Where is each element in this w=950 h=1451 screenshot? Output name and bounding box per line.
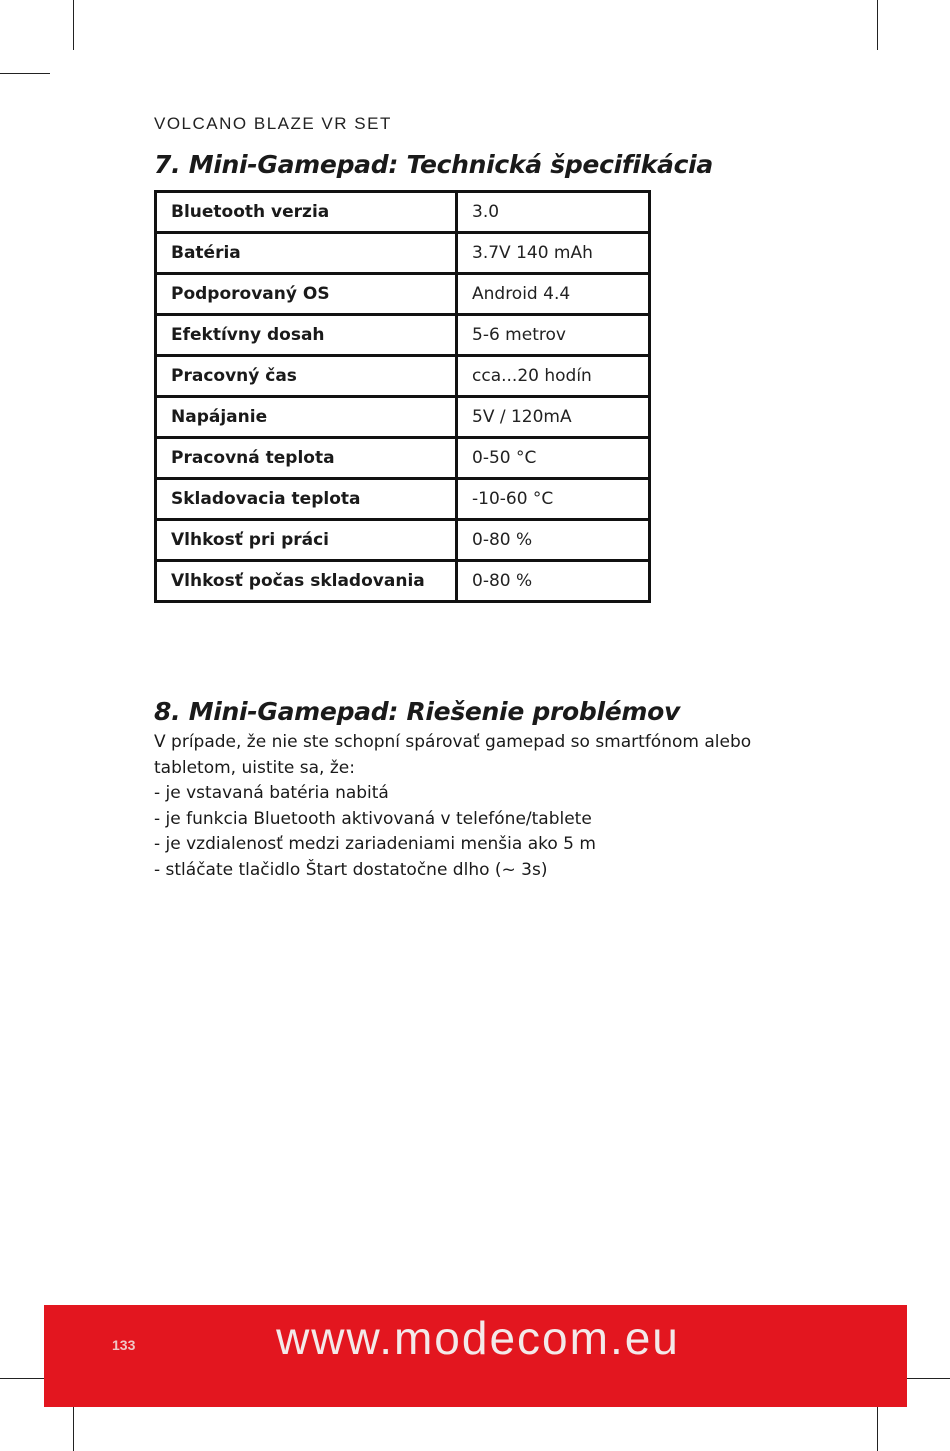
- crop-mark: [877, 0, 878, 50]
- table-row: [156, 315, 650, 356]
- spec-value: 5V / 120mA: [457, 397, 650, 438]
- page-number: 133: [112, 1337, 136, 1353]
- spec-label: Pracovná teplota: [156, 438, 457, 479]
- spec-value: 0-80 %: [457, 561, 650, 602]
- paragraph-line: tabletom, uistite sa, že:: [154, 757, 355, 778]
- spec-value: 5-6 metrov: [457, 315, 650, 356]
- crop-mark: [73, 0, 74, 50]
- troubleshooting-text: [154, 730, 794, 883]
- section-title-specs: 7. Mini-Gamepad: Technická špecifikácia: [154, 150, 713, 179]
- paragraph-line: V prípade, že nie ste schopní spárovať gamepad so smartfónom alebo: [154, 732, 752, 752]
- document-header: VOLCANO BLAZE VR SET: [154, 114, 392, 133]
- crop-mark: [900, 1378, 950, 1379]
- spec-label: Batéria: [156, 233, 457, 274]
- list-item: - je funkcia Bluetooth aktivovaná v telefóne/tablete: [154, 808, 592, 829]
- table-row: [156, 274, 650, 315]
- spec-label: Vlhkosť počas skladovania: [156, 561, 457, 602]
- spec-label: Vlhkosť pri práci: [156, 520, 457, 561]
- table-row: [156, 561, 650, 602]
- list-item: - je vzdialenosť medzi zariadeniami menšia ako 5 m: [154, 834, 596, 854]
- crop-mark: [0, 73, 50, 74]
- crop-mark: [877, 1400, 878, 1451]
- table-row: [156, 438, 650, 479]
- list-item: - stláčate tlačidlo Štart dostatočne dlho (~ 3s): [154, 859, 548, 880]
- spec-value: Android 4.4: [457, 274, 650, 315]
- spec-label: Napájanie: [156, 397, 457, 438]
- spec-label: Efektívny dosah: [156, 315, 457, 356]
- table-row: [156, 192, 650, 233]
- crop-mark: [73, 1400, 74, 1451]
- spec-label: Pracovný čas: [156, 356, 457, 397]
- table-row: [156, 233, 650, 274]
- spec-table: [154, 190, 651, 603]
- spec-value: 0-80 %: [457, 520, 650, 561]
- spec-value: 3.0: [457, 192, 650, 233]
- list-item: - je vstavaná batéria nabitá: [154, 783, 389, 803]
- table-row: [156, 520, 650, 561]
- crop-mark: [0, 1378, 50, 1379]
- spec-value: 3.7V 140 mAh: [457, 233, 650, 274]
- spec-value: -10-60 °C: [457, 479, 650, 520]
- table-row: [156, 356, 650, 397]
- section-title-troubleshooting: 8. Mini-Gamepad: Riešenie problémov: [154, 697, 681, 726]
- spec-label: Bluetooth verzia: [156, 192, 457, 233]
- spec-label: Skladovacia teplota: [156, 479, 457, 520]
- spec-value: cca...20 hodín: [457, 356, 650, 397]
- spec-value: 0-50 °C: [457, 438, 650, 479]
- spec-label: Podporovaný OS: [156, 274, 457, 315]
- footer-url: www.modecom.eu: [276, 1312, 680, 1364]
- table-row: [156, 479, 650, 520]
- table-row: [156, 397, 650, 438]
